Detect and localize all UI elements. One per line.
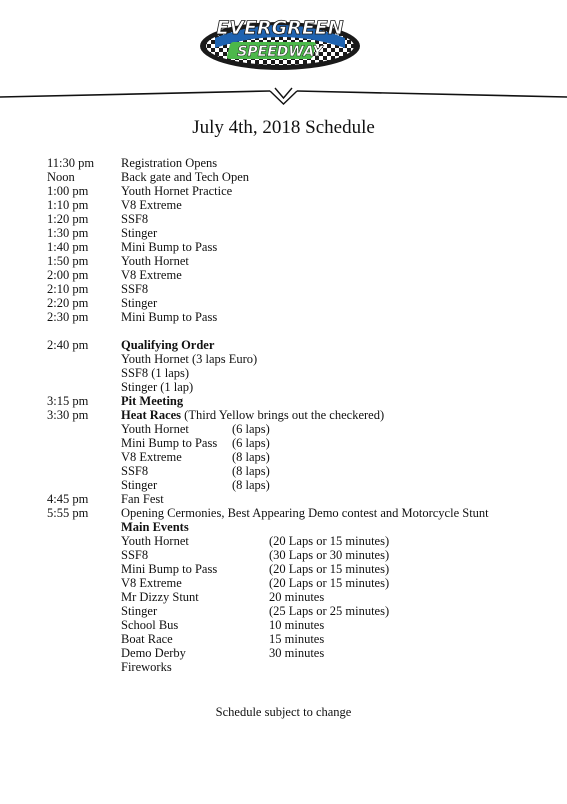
time: 5:55 pm — [47, 506, 89, 520]
footer-note: Schedule subject to change — [215, 705, 352, 719]
event: Fan Fest — [121, 492, 164, 506]
logo-text-evergreen: EVERGREEN — [216, 17, 344, 39]
event: V8 Extreme — [121, 268, 182, 282]
event: Stinger — [121, 226, 158, 240]
pit-meeting-heading: Pit Meeting — [121, 394, 184, 408]
event: Youth Hornet — [121, 254, 189, 268]
ornamental-divider — [0, 82, 567, 108]
event: Registration Opens — [121, 156, 218, 170]
event: V8 Extreme — [121, 198, 182, 212]
event: Back gate and Tech Open — [121, 170, 250, 184]
time: 1:50 pm — [47, 254, 89, 268]
time: 1:20 pm — [47, 212, 89, 226]
event: Stinger — [121, 296, 158, 310]
time: 2:00 pm — [47, 268, 89, 282]
time: 1:40 pm — [47, 240, 89, 254]
event: SSF8 — [121, 212, 149, 226]
time: 2:20 pm — [47, 296, 89, 310]
logo-text-speedway: SPEEDWAY — [237, 44, 323, 60]
time: 11:30 pm — [47, 156, 95, 170]
event: Youth Hornet Practice — [121, 184, 233, 198]
event: Mini Bump to Pass — [121, 240, 218, 254]
time: 1:30 pm — [47, 226, 89, 240]
time: 3:30 pm — [47, 408, 89, 422]
time: 4:45 pm — [47, 492, 89, 506]
page-title: July 4th, 2018 Schedule — [192, 117, 375, 138]
time: 1:10 pm — [47, 198, 89, 212]
event: SSF8 — [121, 282, 149, 296]
time: Noon — [47, 170, 75, 184]
heat-races-heading: Heat Races (Third Yellow brings out the checkered) — [121, 408, 385, 422]
time: 1:00 pm — [47, 184, 89, 198]
time: 2:40 pm — [47, 338, 89, 352]
event: Mini Bump to Pass — [121, 310, 218, 324]
time: 2:10 pm — [47, 282, 89, 296]
event: Opening Cermonies, Best Appearing Demo contest and Motorcycle Stunt — [121, 506, 489, 520]
time: 3:15 pm — [47, 394, 89, 408]
time: 2:30 pm — [47, 310, 89, 324]
heat-races-note: (Third Yellow brings out the checkered) — [181, 408, 385, 422]
evergreen-speedway-logo — [195, 8, 365, 74]
qualifying-heading: Qualifying Order — [121, 338, 215, 352]
main-events-heading: Main Events — [121, 520, 189, 534]
